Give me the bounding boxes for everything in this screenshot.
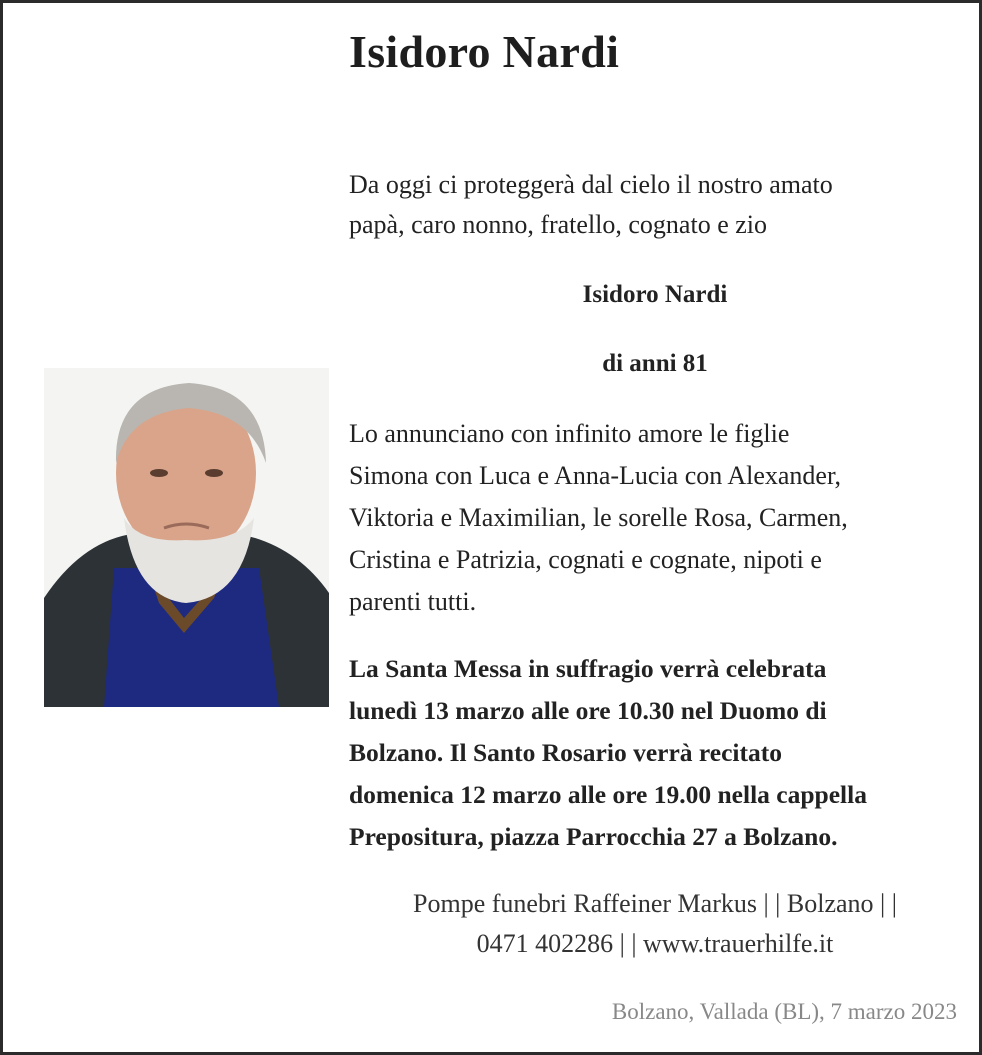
- intro-line: Da oggi ci proteggerà dal cielo il nostro amato: [349, 170, 833, 199]
- announcement-paragraph: [349, 413, 848, 623]
- deceased-name: Isidoro Nardi: [582, 281, 728, 308]
- service-line: Bolzano. Il Santo Rosario verrà recitato: [349, 738, 782, 767]
- service-line: lunedì 13 marzo alle ore 10.30 nel Duomo di: [349, 696, 827, 725]
- announcement-line: Simona con Luca e Anna-Lucia con Alexander,: [349, 461, 842, 490]
- announcement-line: parenti tutti.: [349, 587, 477, 616]
- funeral-home-line: Pompe funebri Raffeiner Markus | | Bolzano | |: [413, 889, 897, 918]
- service-line: La Santa Messa in suffragio verrà celebrata: [349, 654, 827, 683]
- portrait-photo: [44, 368, 329, 707]
- intro-paragraph: [349, 165, 833, 245]
- service-line: domenica 12 marzo alle ore 19.00 nella cappella: [349, 780, 867, 809]
- funeral-home-line: 0471 402286 | | www.trauerhilfe.it: [476, 929, 834, 958]
- intro-line: papà, caro nonno, fratello, cognato e zio: [349, 210, 767, 239]
- funeral-home-info: [349, 884, 961, 964]
- service-paragraph: [349, 648, 867, 858]
- announcement-line: Lo annunciano con infinito amore le figlie: [349, 419, 790, 448]
- deceased-age: di anni 81: [602, 350, 708, 377]
- service-line: Prepositura, piazza Parrocchia 27 a Bolzano.: [349, 822, 838, 851]
- place-date: Bolzano, Vallada (BL), 7 marzo 2023: [611, 999, 957, 1024]
- announcement-line: Cristina e Patrizia, cognati e cognate, nipoti e: [349, 545, 822, 574]
- announcement-line: Viktoria e Maximilian, le sorelle Rosa, Carmen,: [349, 503, 848, 532]
- obituary-title: Isidoro Nardi: [349, 26, 620, 77]
